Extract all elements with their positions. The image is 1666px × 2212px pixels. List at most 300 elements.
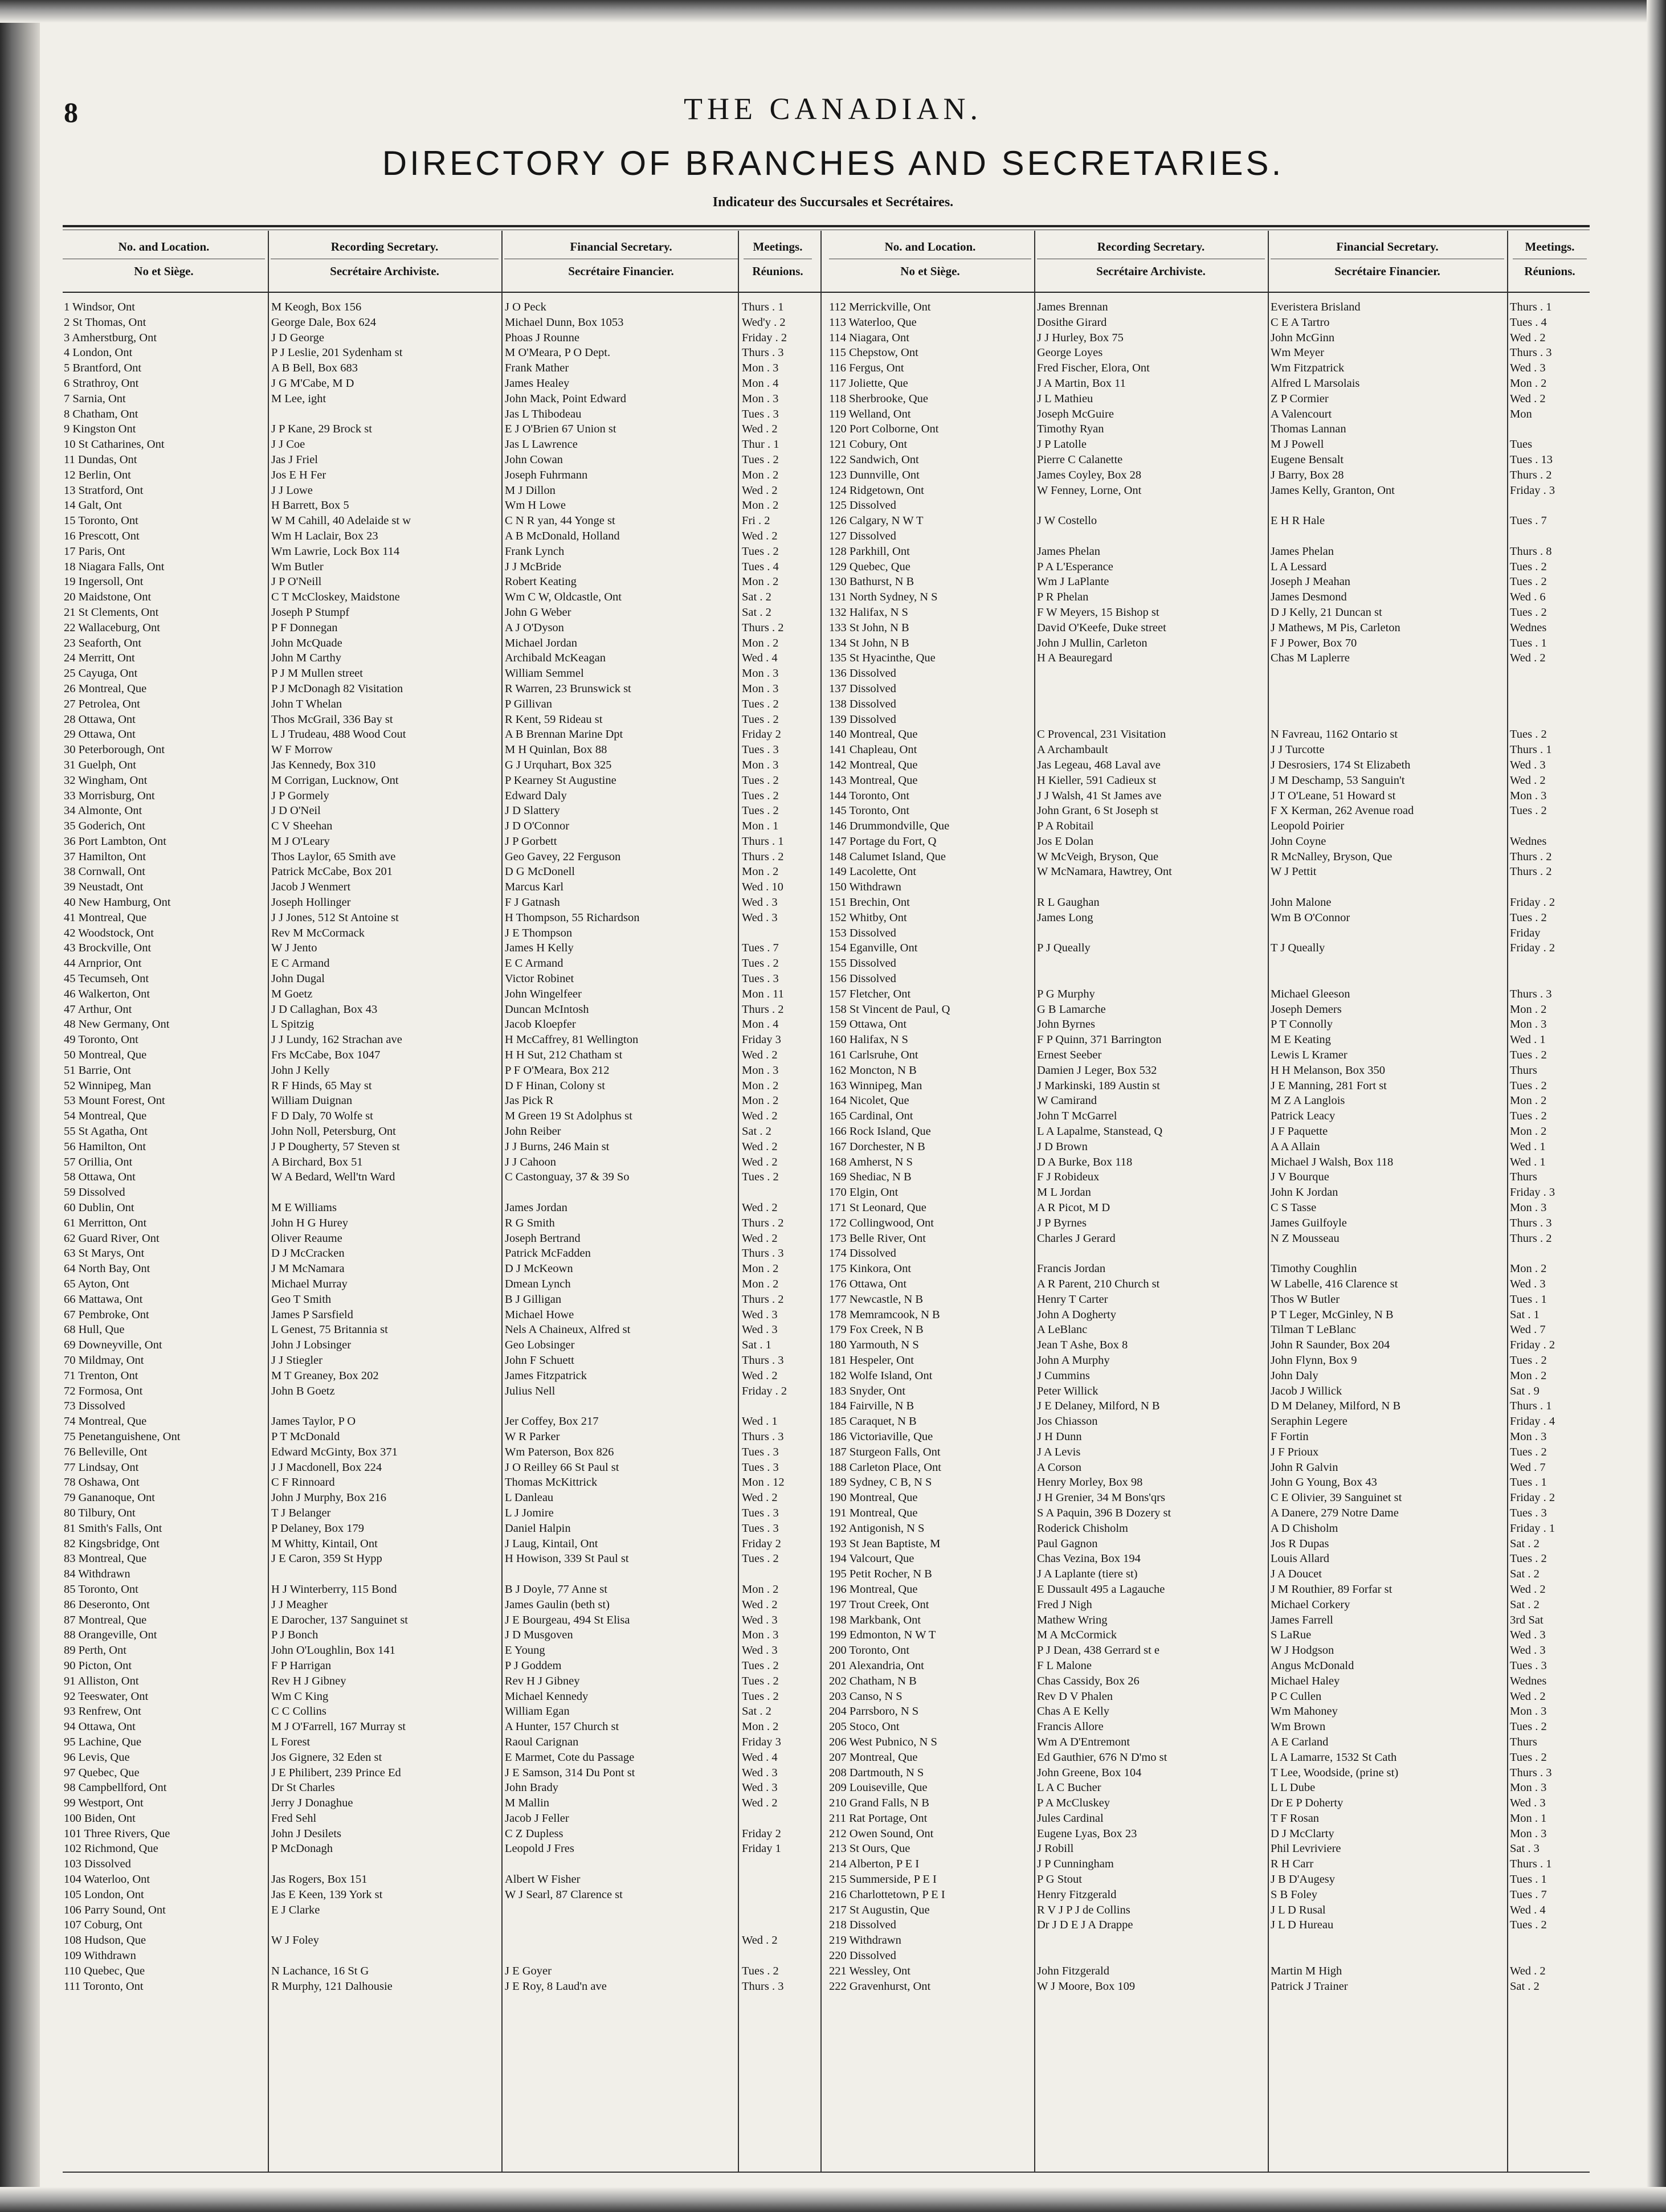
recording-secretary: Michael Murray [271,1278,348,1290]
directory-row [64,1887,819,1903]
meeting-schedule: Mon . 1 [1510,1812,1547,1825]
meeting-schedule: Sat . 2 [1510,1980,1540,1993]
meeting-schedule: Wed . 2 [742,1598,778,1611]
financial-secretary: Robert Keating [505,575,577,588]
meeting-schedule: Mon . 2 [742,1079,779,1092]
branch-location: 87 Montreal, Que [64,1613,147,1626]
directory-row [829,1246,1590,1261]
branch-location: 18 Niagara Falls, Ont [64,560,165,573]
recording-secretary: Geo T Smith [271,1293,332,1306]
recording-secretary: Jules Cardinal [1037,1812,1104,1825]
branch-location: 33 Morrisburg, Ont [64,789,155,802]
branch-location: 150 Withdrawn [829,881,901,894]
directory-row [64,926,819,941]
meeting-schedule: Sat . 2 [1510,1537,1540,1550]
meeting-schedule: Tues . 2 [1510,1552,1547,1565]
branch-location: 209 Louiseville, Que [829,1781,928,1794]
meeting-schedule: Tues . 1 [1510,636,1547,649]
header-meetings-en: Meetings. [753,240,803,253]
directory-row [829,1780,1590,1796]
directory-row [829,1277,1590,1292]
branch-location: 138 Dissolved [829,697,896,710]
recording-secretary: E C Armand [271,957,330,970]
meeting-schedule: Mon . 2 [1510,1262,1547,1275]
meeting-schedule: Tues . 3 [742,1445,779,1458]
meeting-schedule: Mon . 3 [1510,1018,1547,1031]
directory-row [829,1551,1590,1567]
directory-row [829,1231,1590,1246]
recording-secretary: Joseph P Stumpf [271,606,350,619]
financial-secretary: J D O'Connor [505,820,570,833]
meeting-schedule: Sat . 3 [1510,1842,1540,1855]
recording-secretary: J E Delaney, Milford, N B [1037,1400,1160,1413]
financial-secretary: J E Manning, 281 Fort st [1271,1079,1387,1092]
recording-secretary: F D Daly, 70 Wolfe st [271,1110,373,1123]
financial-secretary: C E Olivier, 39 Sanguinet st [1271,1491,1402,1504]
financial-secretary: James Farrell [1271,1613,1333,1626]
branch-location: 1 Windsor, Ont [64,301,135,313]
recording-secretary: W McNamara, Hawtrey, Ont [1037,865,1172,878]
meeting-schedule: Thurs . 3 [742,1980,784,1993]
branch-location: 94 Ottawa, Ont [64,1720,136,1733]
financial-secretary: Raoul Carignan [505,1735,579,1748]
directory-row [829,1643,1590,1658]
meeting-schedule: Tues . 3 [742,407,779,420]
recording-secretary: M T Greaney, Box 202 [271,1369,379,1382]
recording-secretary: W F Morrow [271,743,333,757]
meeting-schedule: Thurs . 1 [1510,1858,1552,1871]
directory-row [64,1506,819,1521]
recording-secretary: Rev H J Gibney [271,1674,346,1687]
recording-secretary: Dosithe Girard [1037,316,1107,329]
recording-secretary: W J Moore, Box 109 [1037,1980,1136,1993]
meeting-schedule: Tues . 3 [742,743,779,757]
branch-location: 149 Lacolette, Ont [829,865,917,878]
branch-location: 95 Lachine, Que [64,1735,142,1748]
branch-location: 216 Charlottetown, P E I [829,1888,945,1901]
branch-location: 218 Dissolved [829,1919,896,1932]
branch-location: 84 Withdrawn [64,1568,130,1581]
recording-secretary: J J Lundy, 162 Strachan ave [271,1033,402,1046]
page-subtitle: Indicateur des Succursales et Secrétaires. [712,195,954,210]
recording-secretary: H Kieller, 591 Cadieux st [1037,774,1157,787]
financial-secretary: Wm B O'Connor [1271,911,1350,924]
recording-secretary: J J Macdonell, Box 224 [271,1461,382,1474]
directory-row [64,1155,819,1170]
branch-location: 37 Hamilton, Ont [64,850,146,863]
recording-secretary: A Corson [1037,1461,1082,1474]
financial-secretary: J L D Rusal [1271,1903,1326,1916]
directory-row [829,498,1590,513]
directory-row [64,1536,819,1552]
financial-secretary: H H Melanson, Box 350 [1271,1064,1386,1077]
financial-secretary: F X Kerman, 262 Avenue road [1271,804,1414,817]
recording-secretary: Wm Lawrie, Lock Box 114 [271,545,400,558]
branch-location: 169 Shediac, N B [829,1171,912,1184]
directory-row [64,498,819,513]
financial-secretary: Albert W Fisher [505,1873,581,1886]
recording-secretary: W M Cahill, 40 Adelaide st w [271,514,411,528]
recording-secretary: P F Donnegan [271,621,338,634]
branch-location: 43 Brockville, Ont [64,942,152,955]
meeting-schedule: Mon . 2 [1510,1369,1547,1382]
directory-row [64,1185,819,1200]
financial-secretary: C E A Tartro [1271,316,1330,329]
scan-edge-bottom [0,2187,1666,2212]
directory-row [64,376,819,391]
directory-row [64,437,819,452]
branch-location: 197 Trout Creek, Ont [829,1598,929,1611]
branch-location: 69 Downeyville, Ont [64,1339,162,1352]
directory-row [64,1903,819,1918]
meeting-schedule: Mon . 2 [742,865,779,878]
meeting-schedule: Thurs . 2 [742,1216,784,1229]
branch-location: 130 Bathurst, N B [829,575,914,588]
recording-secretary: R V J P J de Collins [1037,1903,1130,1916]
directory-row [829,1475,1590,1490]
directory-row [829,452,1590,468]
directory-row [64,1399,819,1414]
meeting-schedule: Tues . 2 [742,453,779,466]
recording-secretary: J J Lowe [271,484,313,497]
meeting-schedule: Tues . 2 [1510,1049,1547,1062]
recording-secretary: Edward McGinty, Box 371 [271,1445,398,1458]
financial-secretary: C S Tasse [1271,1201,1317,1215]
meeting-schedule: Tues . 2 [742,713,779,726]
financial-secretary: Phil Levriviere [1271,1842,1341,1855]
branch-location: 8 Chatham, Ont [64,407,138,420]
branch-location: 75 Penetanguishene, Ont [64,1430,181,1443]
branch-location: 144 Toronto, Ont [829,789,910,802]
meeting-schedule: Thurs . 3 [1510,346,1552,359]
meeting-schedule: Fri . 2 [742,514,770,528]
meeting-schedule: Wed . 2 [742,1140,778,1153]
financial-secretary: Alfred L Marsolais [1271,377,1360,390]
directory-row [64,1109,819,1124]
directory-row [64,1628,819,1643]
financial-secretary: L J Jomire [505,1506,554,1519]
financial-secretary: Wm Meyer [1271,346,1324,359]
meeting-schedule: Wed . 4 [1510,1903,1546,1916]
financial-secretary: Joseph Demers [1271,1003,1342,1016]
financial-secretary: D M Delaney, Milford, N B [1271,1400,1401,1413]
scan-edge-top [0,0,1666,23]
financial-secretary: J Laug, Kintail, Ont [505,1537,598,1550]
financial-secretary: James Gaulin (beth st) [505,1598,610,1611]
recording-secretary: W Fenney, Lorne, Ont [1037,484,1142,497]
branch-location: 50 Montreal, Que [64,1049,147,1062]
branch-location: 119 Welland, Ont [829,407,911,420]
branch-location: 222 Gravenhurst, Ont [829,1980,931,1993]
branch-location: 171 St Leonard, Que [829,1201,926,1215]
meeting-schedule: Wed'y . 2 [742,316,786,329]
branch-location: 31 Guelph, Ont [64,758,136,771]
meeting-schedule: Thurs . 1 [742,835,784,848]
financial-secretary: R G Smith [505,1216,555,1229]
branch-location: 177 Newcastle, N B [829,1293,924,1306]
meeting-schedule: Mon . 2 [742,1583,779,1596]
meeting-schedule: Tues . 2 [742,697,779,710]
branch-location: 156 Dissolved [829,972,896,986]
directory-row [64,1780,819,1796]
directory-row [64,1017,819,1032]
meeting-schedule: Friday . 4 [1510,1415,1555,1428]
meeting-schedule: Thurs [1510,1735,1537,1748]
branch-location: 83 Montreal, Que [64,1552,147,1565]
directory-row [64,1872,819,1887]
directory-row [829,330,1590,346]
header-financial-right [1271,238,1504,280]
branch-location: 107 Coburg, Ont [64,1919,143,1932]
financial-secretary: John K Jordan [1271,1186,1338,1199]
meeting-schedule: Wednes [1510,1674,1547,1687]
recording-secretary: J P Kane, 29 Brock st [271,423,372,436]
recording-secretary: John Byrnes [1037,1018,1095,1031]
branch-location: 5 Brantford, Ont [64,362,142,375]
branch-location: 28 Ottawa, Ont [64,713,136,726]
recording-secretary: W Camirand [1037,1094,1097,1107]
branch-location: 112 Merrickville, Ont [829,301,931,313]
meeting-schedule: Wed . 2 [1510,331,1546,344]
recording-secretary: D J McCracken [271,1247,345,1260]
financial-secretary: Michael J Walsh, Box 118 [1271,1155,1394,1168]
recording-secretary: J D O'Neil [271,804,321,817]
financial-secretary: Leopold Poirier [1271,820,1345,833]
recording-secretary: James Brennan [1037,301,1108,313]
directory-row [829,1063,1590,1078]
recording-secretary: W A Bedard, Well'tn Ward [271,1171,395,1184]
directory-row [64,407,819,422]
header-financial-fr: Secrétaire Financier. [504,259,738,280]
directory-row [64,361,819,376]
recording-secretary: M E Williams [271,1201,337,1215]
directory-row [829,559,1590,575]
branch-location: 7 Sarnia, Ont [64,392,126,405]
meeting-schedule: Wed . 2 [742,529,778,542]
branch-location: 213 St Ours, Que [829,1842,910,1855]
header-meetings-right-fr: Réunions. [1513,259,1587,280]
financial-secretary: Michael Haley [1271,1674,1340,1687]
recording-secretary: Fred Sehl [271,1812,317,1825]
branch-location: 124 Ridgetown, Ont [829,484,924,497]
meeting-schedule: Friday . 2 [1510,942,1555,955]
recording-secretary: John Noll, Petersburg, Ont [271,1125,396,1138]
meeting-schedule: Mon . 2 [742,499,779,512]
recording-secretary: Timothy Ryan [1037,423,1104,436]
branch-location: 154 Eganville, Ont [829,942,918,955]
financial-secretary: P F O'Meara, Box 212 [505,1064,610,1077]
recording-secretary: L A Lapalme, Stanstead, Q [1037,1125,1163,1138]
branch-location: 151 Brechin, Ont [829,896,910,909]
recording-secretary: P McDonagh [271,1842,333,1855]
financial-secretary: J E Goyer [505,1964,552,1977]
meeting-schedule: Tues . 2 [1510,560,1547,573]
branch-location: 134 St John, N B [829,636,909,649]
branch-location: 16 Prescott, Ont [64,529,140,542]
branch-location: 196 Montreal, Que [829,1583,918,1596]
recording-secretary: L Spitzig [271,1018,314,1031]
recording-secretary: James Phelan [1037,545,1101,558]
branch-location: 113 Waterloo, Que [829,316,917,329]
branch-location: 100 Biden, Ont [64,1812,136,1825]
branch-location: 131 North Sydney, N S [829,591,938,604]
financial-secretary: Nels A Chaineux, Alfred st [505,1323,631,1336]
directory-row [64,864,819,880]
column-rule [820,231,822,2172]
recording-secretary: J P Byrnes [1037,1216,1087,1229]
financial-secretary: Jas Pick R [505,1094,554,1107]
directory-row [64,345,819,361]
branch-location: 80 Tilbury, Ont [64,1506,136,1519]
recording-secretary: George Dale, Box 624 [271,316,377,329]
recording-secretary: James Long [1037,911,1093,924]
financial-secretary: J T O'Leane, 51 Howard st [1271,789,1396,802]
meeting-schedule: Mon . 3 [1510,789,1547,802]
meeting-schedule: Wed . 6 [1510,591,1546,604]
financial-secretary: Martin M High [1271,1964,1342,1977]
meeting-schedule: Tues . 2 [1510,1919,1547,1932]
directory-row [829,345,1590,361]
financial-secretary: A A Allain [1271,1140,1320,1153]
directory-row [829,1216,1590,1231]
branch-location: 11 Dundas, Ont [64,453,137,466]
meeting-schedule: Friday 2 [742,728,781,741]
branch-location: 217 St Augustin, Que [829,1903,930,1916]
directory-row [829,1384,1590,1399]
recording-secretary: John Fitzgerald [1037,1964,1109,1977]
directory-row [829,987,1590,1002]
financial-secretary: J J Turcotte [1271,743,1325,757]
financial-secretary: C Castonguay, 37 & 39 So [505,1171,630,1184]
branch-location: 207 Montreal, Que [829,1751,918,1764]
meeting-schedule: Wed . 10 [742,881,783,894]
directory-row [829,1948,1590,1964]
directory-row [64,1582,819,1597]
branch-location: 51 Barrie, Ont [64,1064,131,1077]
meeting-schedule: Thurs . 3 [742,1354,784,1367]
directory-row [829,880,1590,895]
branch-location: 46 Walkerton, Ont [64,987,150,1000]
directory-row [64,1750,819,1765]
directory-row [829,1613,1590,1628]
branch-location: 210 Grand Falls, N B [829,1797,929,1810]
recording-secretary: J J Jones, 512 St Antoine st [271,911,399,924]
branch-location: 59 Dissolved [64,1186,125,1199]
branch-location: 221 Wessley, Ont [829,1964,910,1977]
branch-location: 110 Quebec, Que [64,1964,145,1977]
recording-secretary: Jacob J Wenmert [271,881,351,894]
meeting-schedule: Mon . 2 [1510,1094,1547,1107]
financial-secretary: John Coyne [1271,835,1326,848]
branch-location: 143 Montreal, Que [829,774,918,787]
meeting-schedule: Wed . 7 [1510,1323,1546,1336]
directory-row [829,1536,1590,1552]
scan-edge-right [1647,0,1666,2212]
meeting-schedule: Friday . 3 [1510,484,1555,497]
directory-row [829,1704,1590,1719]
directory-row [829,391,1590,407]
meeting-schedule: Tues . 2 [742,1690,779,1703]
directory-row [829,1689,1590,1704]
meeting-schedule: Thurs . 1 [1510,743,1552,757]
branch-location: 175 Kinkora, Ont [829,1262,912,1275]
financial-secretary: Dmean Lynch [505,1278,571,1290]
branch-location: 220 Dissolved [829,1949,896,1962]
meeting-schedule: Mon . 3 [742,1629,779,1642]
directory-row [829,1032,1590,1048]
meeting-schedule: Friday 1 [742,1842,781,1855]
recording-secretary: P G Stout [1037,1873,1082,1886]
recording-secretary: John Greene, Box 104 [1037,1766,1142,1779]
meeting-schedule: Tues . 2 [742,1659,779,1672]
branch-location: 115 Chepstow, Ont [829,346,918,359]
directory-row [829,864,1590,880]
branch-location: 40 New Hamburg, Ont [64,896,171,909]
financial-secretary: Joseph J Meahan [1271,575,1351,588]
directory-right-half [829,300,1590,1994]
branch-location: 105 London, Ont [64,1888,144,1901]
financial-secretary: J E Bourgeau, 494 St Elisa [505,1613,630,1626]
financial-secretary: James Phelan [1271,545,1334,558]
meeting-schedule: Tues . 3 [742,1522,779,1535]
meeting-schedule: Mon . 2 [1510,1125,1547,1138]
branch-location: 121 Cobury, Ont [829,438,908,451]
financial-secretary: J P Gorbett [505,835,557,848]
directory-row [829,1826,1590,1842]
financial-secretary: T F Rosan [1271,1812,1320,1825]
financial-secretary: A E Carland [1271,1735,1329,1748]
financial-secretary: Joseph Fuhrmann [505,468,588,481]
financial-secretary: H McCaffrey, 81 Wellington [505,1033,639,1046]
recording-secretary: D A Burke, Box 118 [1037,1155,1133,1168]
financial-secretary: John G Young, Box 43 [1271,1476,1377,1489]
branch-location: 135 St Hyacinthe, Que [829,652,936,665]
meeting-schedule: Wed . 3 [742,1308,778,1321]
financial-secretary: James Healey [505,377,570,390]
financial-secretary: Daniel Halpin [505,1522,571,1535]
financial-secretary: Jer Coffey, Box 217 [505,1415,599,1428]
financial-secretary: D J McClarty [1271,1827,1334,1840]
financial-secretary: J J Cahoon [505,1155,556,1168]
meeting-schedule: Thurs . 2 [1510,850,1552,863]
meeting-schedule: Friday . 1 [1510,1522,1555,1535]
branch-location: 103 Dissolved [64,1858,131,1871]
meeting-schedule: Tues . 2 [1510,1445,1547,1458]
directory-row [64,727,819,742]
meeting-schedule: Wed . 3 [742,1644,778,1657]
meeting-schedule: Wed . 3 [1510,1278,1546,1290]
directory-row [829,1414,1590,1429]
directory-row [829,574,1590,590]
branch-location: 27 Petrolea, Ont [64,697,140,710]
branch-location: 185 Caraquet, N B [829,1415,917,1428]
recording-secretary: P A L'Esperance [1037,560,1113,573]
meeting-schedule: Mon . 3 [742,667,779,680]
directory-row [829,1765,1590,1781]
recording-secretary: J J Walsh, 41 St James ave [1037,789,1162,802]
directory-row [64,895,819,910]
financial-secretary: Michael Howe [505,1308,574,1321]
meeting-schedule: Tues . 2 [742,1171,779,1184]
meeting-schedule: Mon . 3 [1510,1201,1547,1215]
directory-row [829,1903,1590,1918]
recording-secretary: C V Sheehan [271,820,333,833]
recording-secretary: P G Murphy [1037,987,1095,1000]
branch-location: 106 Parry Sound, Ont [64,1903,166,1916]
financial-secretary: John R Galvin [1271,1461,1338,1474]
recording-secretary: Jos Chiasson [1037,1415,1098,1428]
meeting-schedule: Tues . 2 [742,804,779,817]
